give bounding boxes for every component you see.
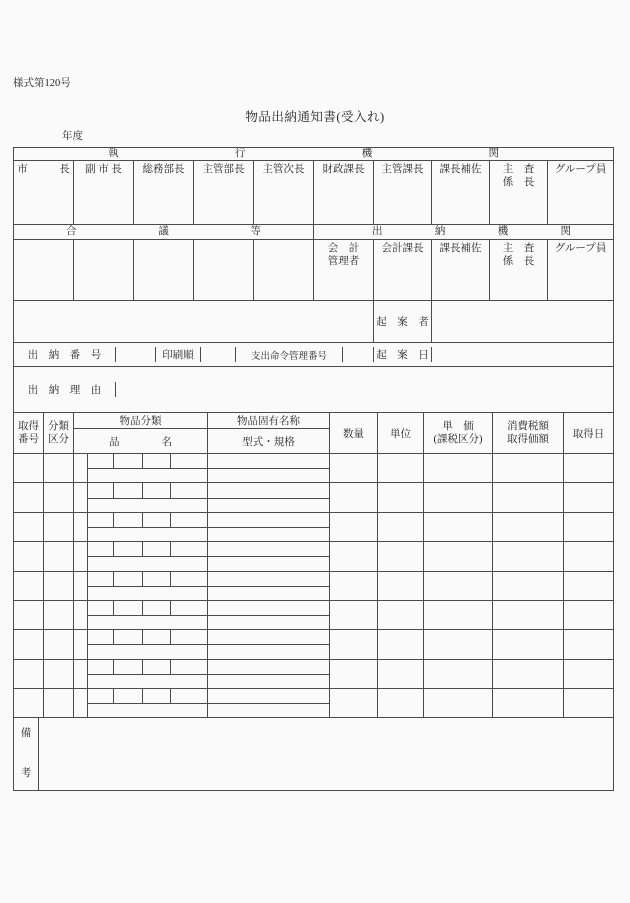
drafter-label: 起 案 者 [376, 317, 429, 328]
code-strip-cell [74, 542, 88, 571]
code-box [171, 630, 208, 645]
code-strip-cell [74, 659, 88, 688]
tax-value-cell [493, 512, 564, 541]
numbers-row [14, 343, 614, 367]
code-box [114, 542, 143, 557]
approval-table [13, 147, 614, 413]
numbers-row-cell [14, 343, 614, 367]
reason-label: 出 納 理 由 [27, 385, 102, 396]
unique-name-cell [208, 571, 330, 586]
model-spec-cell [208, 527, 330, 541]
post-label: 会計課長 [381, 243, 424, 254]
unit-cell [378, 630, 424, 659]
code-box [114, 689, 143, 704]
code-box [88, 659, 114, 674]
unit-cell [378, 483, 424, 512]
acquisition-no-cell [14, 512, 44, 541]
tax-value-header [493, 413, 564, 454]
acquisition-no-cell [14, 454, 44, 483]
post-label: 主 査 [502, 243, 535, 254]
unique-name-header: 物品固有名称 [208, 413, 330, 429]
post-label: 財政課長 [322, 164, 365, 175]
unit-price-cell [424, 542, 493, 571]
code-box [171, 454, 208, 469]
unit-cell [378, 454, 424, 483]
item-name-header: 品 名 [74, 429, 208, 454]
unit-cell [378, 542, 424, 571]
form-number: 様式第120号 [13, 78, 71, 89]
tax-value-cell [493, 689, 564, 718]
item-block [14, 659, 614, 688]
tax-value-cell [493, 659, 564, 688]
post-label: 市 長 [17, 164, 70, 175]
tax-value-cell [493, 630, 564, 659]
item-name-cell [88, 586, 208, 600]
reason-row-cell [14, 367, 614, 413]
acquisition-date-cell [564, 659, 614, 688]
code-box [171, 542, 208, 557]
header-label: 取得価額 [507, 434, 550, 445]
unit-price-cell [424, 689, 493, 718]
tax-value-cell [493, 542, 564, 571]
code-box [171, 600, 208, 615]
item-name-cell [88, 616, 208, 630]
classification-cell [44, 659, 74, 688]
code-box [88, 454, 114, 469]
quantity-cell [330, 571, 378, 600]
header-label: 番号 [18, 434, 39, 445]
classification-header [44, 413, 74, 454]
council-signature-cell [74, 240, 134, 301]
code-box [143, 600, 171, 615]
unique-name-cell [208, 483, 330, 498]
quantity-header: 数量 [330, 413, 378, 454]
code-box [143, 512, 171, 527]
banner-char: 機 [497, 226, 509, 237]
print-order-field [200, 347, 235, 362]
quantity-cell [330, 689, 378, 718]
item-name-cell [88, 674, 208, 688]
tax-value-cell [493, 600, 564, 629]
classification-cell [44, 454, 74, 483]
code-box [143, 571, 171, 586]
acquisition-date-header: 取得日 [564, 413, 614, 454]
signature-cell-assistant-section-chief [432, 161, 490, 225]
acquisition-no-cell [14, 483, 44, 512]
code-strip-cell [74, 600, 88, 629]
unit-price-cell [424, 571, 493, 600]
cashier-banner [314, 226, 613, 238]
draft-date-label: 起 案 日 [373, 347, 431, 362]
item-name-cell [88, 645, 208, 659]
code-box [171, 659, 208, 674]
code-box [171, 483, 208, 498]
acquisition-date-cell [564, 454, 614, 483]
item-block [14, 542, 614, 571]
model-spec-cell [208, 674, 330, 688]
cashier-signature-row [14, 240, 614, 301]
form-body [13, 147, 614, 791]
acquisition-no-header [14, 413, 44, 454]
unit-cell [378, 689, 424, 718]
item-block [14, 689, 614, 718]
unit-cell [378, 600, 424, 629]
signature-cell-supervising-director [194, 161, 254, 225]
council-banner-cell [14, 225, 314, 240]
signature-cell-senior-staff [490, 240, 548, 301]
header-label: 分類 [48, 421, 69, 432]
code-box [171, 512, 208, 527]
unit-price-cell [424, 454, 493, 483]
banner-char: 関 [488, 148, 500, 159]
code-strip-cell [74, 483, 88, 512]
signature-cell-accounting-manager [314, 240, 374, 301]
model-spec-cell [208, 704, 330, 718]
code-box [143, 659, 171, 674]
banner-char: 機 [361, 148, 373, 159]
executive-signature-row [14, 161, 614, 225]
post-label: 主管次長 [262, 164, 305, 175]
item-block [14, 512, 614, 541]
post-label: 会 計 [327, 243, 360, 254]
item-name-cell [88, 469, 208, 483]
acquisition-date-cell [564, 630, 614, 659]
classification-cell [44, 630, 74, 659]
approval-blank-cell [14, 301, 374, 343]
classification-cell [44, 600, 74, 629]
item-block [14, 630, 614, 659]
payout-number-field [115, 347, 155, 362]
banner-char: 行 [234, 148, 246, 159]
code-box [88, 630, 114, 645]
code-strip-cell [74, 630, 88, 659]
post-label: 総務部長 [142, 164, 185, 175]
signature-cell-senior-staff [490, 161, 548, 225]
item-name-cell [88, 527, 208, 541]
code-box [88, 542, 114, 557]
classification-cell [44, 542, 74, 571]
drafter-value-cell [432, 301, 614, 343]
council-signature-cell [14, 240, 74, 301]
header-label: 取得 [18, 421, 39, 432]
post-label: 主 査 [502, 164, 535, 175]
header-label: 単 価 [442, 421, 474, 432]
remarks-label-char: 備 [20, 728, 32, 740]
post-label: 課長補佐 [439, 164, 482, 175]
fiscal-year-label: 年度 [62, 131, 83, 142]
unit-header: 単位 [378, 413, 424, 454]
council-signature-cell [254, 240, 314, 301]
banner-char: 合 [66, 226, 77, 237]
signature-cell-mayor [14, 161, 74, 225]
post-label: 係 長 [502, 256, 535, 267]
council-signature-cell [134, 240, 194, 301]
code-box [143, 630, 171, 645]
unit-price-cell [424, 483, 493, 512]
model-spec-cell [208, 557, 330, 571]
code-box [88, 689, 114, 704]
acquisition-no-cell [14, 571, 44, 600]
unit-price-cell [424, 630, 493, 659]
post-label: 副 市 長 [85, 164, 122, 175]
signature-cell-group-member [548, 161, 614, 225]
code-box [171, 571, 208, 586]
unique-name-cell [208, 512, 330, 527]
items-table [13, 412, 614, 718]
expense-order-label: 支出命令管理番号 [235, 347, 342, 362]
unit-cell [378, 659, 424, 688]
quantity-cell [330, 512, 378, 541]
unit-cell [378, 512, 424, 541]
acquisition-no-cell [14, 689, 44, 718]
acquisition-date-cell [564, 600, 614, 629]
quantity-cell [330, 454, 378, 483]
remarks-table [13, 717, 614, 791]
signature-cell-assistant-section-chief [432, 240, 490, 301]
quantity-cell [330, 630, 378, 659]
signature-cell-group-member [548, 240, 614, 301]
classification-cell [44, 512, 74, 541]
signature-cell-deputy-mayor [74, 161, 134, 225]
signature-cell-finance-section-chief [314, 161, 374, 225]
item-block [14, 571, 614, 600]
model-spec-cell [208, 616, 330, 630]
header-label: 消費税額 [507, 421, 550, 432]
print-order-label: 印刷順 [155, 347, 200, 362]
post-label: 係 長 [502, 177, 535, 188]
acquisition-no-cell [14, 600, 44, 629]
code-strip-cell [74, 454, 88, 483]
code-box [114, 454, 143, 469]
post-label: 課長補佐 [439, 243, 482, 254]
banner-char: 出 [372, 226, 383, 237]
tax-value-cell [493, 571, 564, 600]
banner-char: 納 [434, 226, 446, 237]
tax-value-cell [493, 483, 564, 512]
quantity-cell [330, 659, 378, 688]
banner-char: 議 [158, 226, 169, 237]
item-block [14, 483, 614, 512]
acquisition-no-cell [14, 542, 44, 571]
remarks-row [14, 718, 614, 791]
item-block [14, 454, 614, 483]
unit-price-header [424, 413, 493, 454]
executive-banner-cell [14, 148, 614, 161]
unique-name-cell [208, 542, 330, 557]
model-spec-cell [208, 586, 330, 600]
item-name-cell [88, 498, 208, 512]
council-banner [14, 226, 313, 238]
post-label: グループ員 [554, 243, 607, 254]
post-label: 主管部長 [202, 164, 245, 175]
code-box [114, 600, 143, 615]
model-spec-cell [208, 498, 330, 512]
code-box [114, 483, 143, 498]
code-box [143, 689, 171, 704]
unique-name-cell [208, 600, 330, 615]
executive-banner [14, 148, 613, 160]
item-class-header: 物品分類 [74, 413, 208, 429]
remarks-field [39, 718, 614, 791]
code-box [88, 600, 114, 615]
post-label: 主管課長 [381, 164, 424, 175]
code-strip-cell [74, 571, 88, 600]
code-box [88, 512, 114, 527]
drafter-row [14, 301, 614, 343]
page-title: 物品出納通知書(受入れ) [245, 110, 385, 124]
remarks-label-cell [14, 718, 39, 791]
remarks-label-char: 考 [20, 768, 32, 780]
code-box [114, 571, 143, 586]
code-box [114, 512, 143, 527]
expense-order-field [342, 347, 373, 362]
classification-cell [44, 483, 74, 512]
acquisition-date-cell [564, 542, 614, 571]
reason-field [115, 382, 613, 397]
signature-cell-supervising-deputy-director [254, 161, 314, 225]
unit-cell [378, 571, 424, 600]
council-cashier-banner-row [14, 225, 614, 240]
acquisition-no-cell [14, 630, 44, 659]
header-label: (課税区分) [433, 434, 483, 445]
council-signature-cell [194, 240, 254, 301]
classification-cell [44, 571, 74, 600]
item-name-cell [88, 704, 208, 718]
draft-date-field [431, 347, 613, 362]
signature-cell-supervising-section-chief [374, 161, 432, 225]
quantity-cell [330, 542, 378, 571]
quantity-cell [330, 483, 378, 512]
code-box [88, 483, 114, 498]
acquisition-date-cell [564, 512, 614, 541]
model-spec-header: 型式・規格 [208, 429, 330, 454]
unique-name-cell [208, 689, 330, 704]
code-box [114, 630, 143, 645]
drafter-label-cell [374, 301, 432, 343]
unit-price-cell [424, 600, 493, 629]
unique-name-cell [208, 659, 330, 674]
code-strip-cell [74, 689, 88, 718]
payout-number-label: 出 納 番 号 [27, 350, 102, 361]
signature-cell-accounting-section-chief [374, 240, 432, 301]
unique-name-cell [208, 454, 330, 469]
unit-price-cell [424, 512, 493, 541]
code-strip-cell [74, 512, 88, 541]
cashier-banner-cell [314, 225, 614, 240]
code-box [114, 659, 143, 674]
unique-name-cell [208, 630, 330, 645]
acquisition-no-cell [14, 659, 44, 688]
header-label: 区分 [48, 434, 69, 445]
quantity-cell [330, 600, 378, 629]
acquisition-date-cell [564, 689, 614, 718]
signature-cell-general-affairs-director [134, 161, 194, 225]
acquisition-date-cell [564, 571, 614, 600]
model-spec-cell [208, 645, 330, 659]
banner-char: 関 [560, 226, 572, 237]
code-box [171, 689, 208, 704]
tax-value-cell [493, 454, 564, 483]
reason-row [14, 367, 614, 413]
items-header-row-1 [14, 413, 614, 429]
code-box [143, 542, 171, 557]
classification-cell [44, 689, 74, 718]
banner-char: 執 [108, 148, 119, 159]
acquisition-date-cell [564, 483, 614, 512]
code-box [88, 571, 114, 586]
code-box [143, 483, 171, 498]
post-label: グループ員 [554, 164, 607, 175]
code-box [143, 454, 171, 469]
model-spec-cell [208, 469, 330, 483]
executive-banner-row [14, 148, 614, 161]
item-name-cell [88, 557, 208, 571]
item-block [14, 600, 614, 629]
unit-price-cell [424, 659, 493, 688]
banner-char: 等 [250, 226, 261, 237]
post-label: 管理者 [327, 256, 360, 267]
